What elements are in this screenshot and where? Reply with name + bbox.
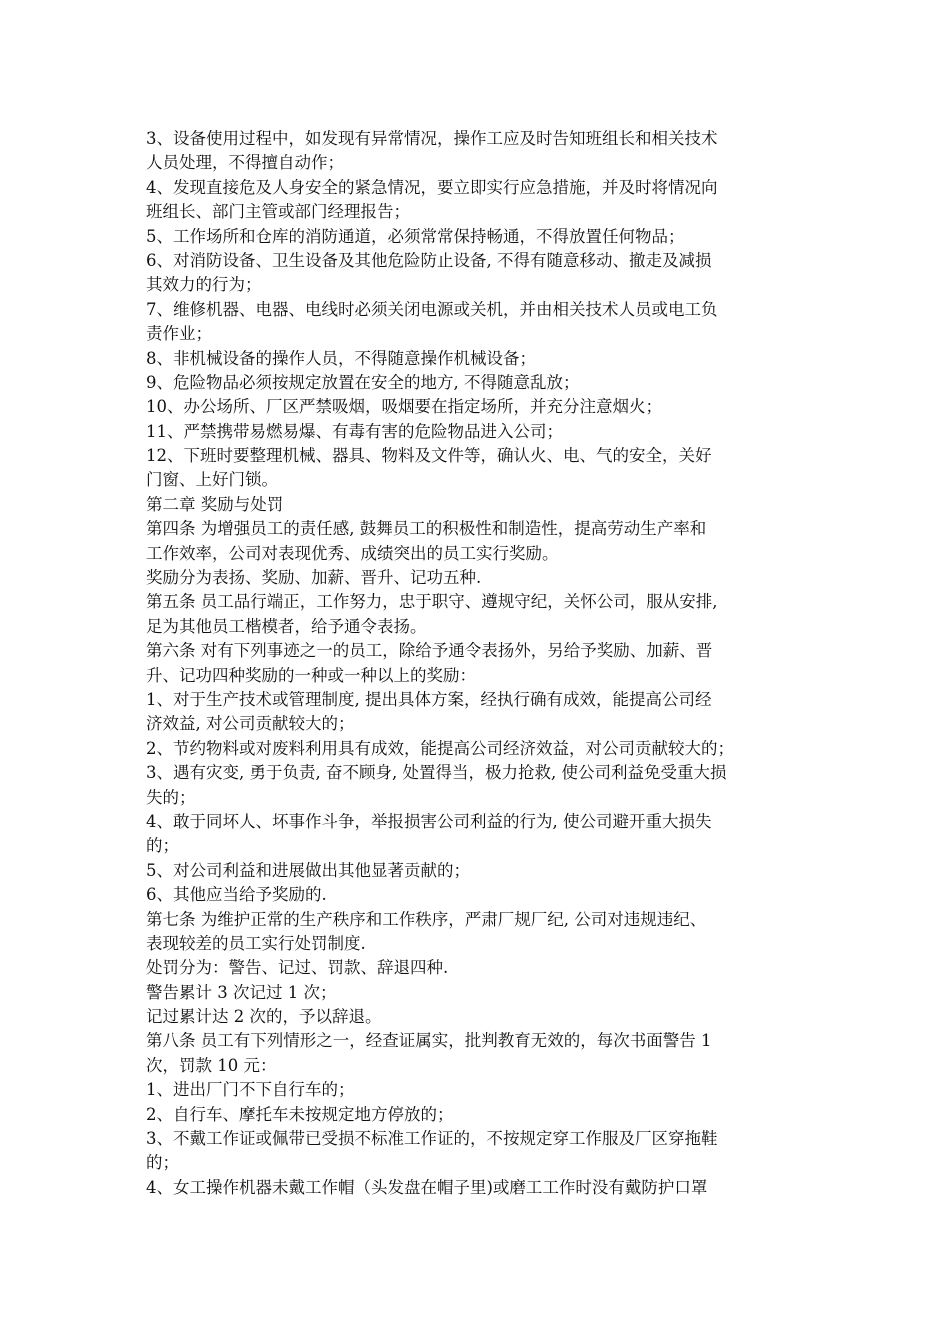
text-line: 第八条 员工有下列情形之一，经查证属实，批判教育无效的，每次书面警告 1 [146, 1031, 712, 1051]
text-line: 9、危险物品必须按规定放置在安全的地方, 不得随意乱放； [146, 372, 580, 392]
text-line: 第六条 对有下列事迹之一的员工，除给予通令表扬外，另给予奖励、加薪、晋 [146, 641, 713, 661]
text-line: 5、工作场所和仓库的消防通道，必须常常保持畅通，不得放置任何物品； [146, 226, 685, 246]
text-line: 3、遇有灾变, 勇于负责, 奋不顾身, 处置得当，极力抢救, 使公司利益免受重大损 [146, 763, 727, 783]
text-line: 其效力的行为； [146, 275, 262, 295]
text-line: 4、女工操作机器未戴工作帽（头发盘在帽子里)或磨工工作时没有戴防护口罩 [146, 1177, 708, 1197]
text-line: 记过累计达 2 次的，予以辞退。 [146, 1007, 382, 1027]
chapter-heading: 第二章 奖励与处罚 [146, 494, 284, 514]
text-line: 责作业； [146, 324, 212, 344]
text-line: 升、记功四种奖励的一种或一种以上的奖励： [146, 665, 476, 685]
text-line: 12、下班时要整理机械、器具、物料及文件等，确认火、电、气的安全，关好 [146, 446, 712, 466]
text-line: 班组长、部门主管或部门经理报告； [146, 202, 410, 222]
document-body [146, 127, 816, 1200]
text-line: 工作效率，公司对表现优秀、成绩突出的员工实行奖励。 [146, 543, 559, 563]
text-line: 6、对消防设备、卫生设备及其他危险防止设备, 不得有随意移动、撤走及减损 [146, 250, 712, 270]
text-line: 人员处理，不得擅自动作； [146, 153, 344, 173]
text-line: 的； [146, 1153, 179, 1173]
text-line: 4、发现直接危及人身安全的紧急情况，要立即实行应急措施，并及时将情况向 [146, 177, 718, 197]
text-line: 4、敢于同坏人、坏事作斗争，举报损害公司利益的行为, 使公司避开重大损失 [146, 811, 712, 831]
text-line: 的； [146, 836, 179, 856]
text-line: 1、进出厂门不下自行车的； [146, 1080, 355, 1100]
text-line: 1、对于生产技术或管理制度, 提出具体方案，经执行确有成效，能提高公司经 [146, 689, 712, 709]
text-line: 第五条 员工品行端正，工作努力，忠于职守、遵规守纪，关怀公司，服从安排, [146, 592, 718, 612]
text-line: 足为其他员工楷模者，给予通令表扬。 [146, 616, 427, 636]
text-line: 表现较差的员工实行处罚制度. [146, 933, 366, 953]
text-line: 次，罚款 10 元： [146, 1055, 277, 1075]
text-line: 10、办公场所、厂区严禁吸烟，吸烟要在指定场所，并充分注意烟火； [146, 397, 662, 417]
text-line: 3、设备使用过程中，如发现有异常情况，操作工应及时告知班组长和相关技术 [146, 129, 718, 148]
text-line: 7、维修机器、电器、电线时必须关闭电源或关机，并由相关技术人员或电工负 [146, 299, 718, 319]
text-line: 2、节约物料或对废料利用具有成效，能提高公司经济效益，对公司贡献较大的； [146, 738, 734, 758]
text-line: 11、严禁携带易燃易爆、有毒有害的危险物品进入公司； [146, 421, 563, 441]
text-line: 2、自行车、摩托车未按规定地方停放的； [146, 1104, 454, 1124]
text-line: 奖励分为表扬、奖励、加薪、晋升、记功五种. [146, 568, 482, 588]
text-line: 门窗、上好门锁。 [146, 470, 278, 490]
text-line: 济效益, 对公司贡献较大的； [146, 714, 355, 734]
text-line: 3、不戴工作证或佩带已受损不标准工作证的，不按规定穿工作服及厂区穿拖鞋 [146, 1129, 718, 1149]
text-line: 警告累计 3 次记过 1 次； [146, 982, 337, 1002]
text-line: 处罚分为：警告、记过、罚款、辞退四种. [146, 958, 449, 978]
text-line: 第七条 为维护正常的生产秩序和工作秩序，严肃厂规厂纪, 公司对违规违纪、 [146, 909, 707, 929]
text-line: 第四条 为增强员工的责任感, 鼓舞员工的积极性和制造性，提高劳动生产率和 [146, 519, 707, 539]
text-line: 8、非机械设备的操作人员，不得随意操作机械设备； [146, 348, 536, 368]
text-line: 6、其他应当给予奖励的. [146, 885, 327, 905]
text-line: 失的； [146, 787, 196, 807]
text-line: 5、对公司利益和进展做出其他显著贡献的； [146, 860, 470, 880]
